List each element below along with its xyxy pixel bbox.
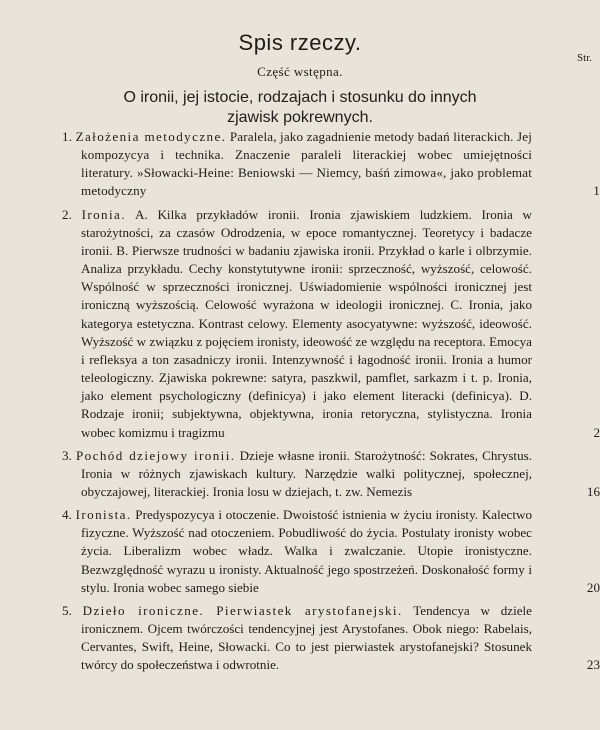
entry-page-number: 16 <box>586 483 600 499</box>
toc-entry-5 <box>62 602 600 675</box>
entry-page-number: 2 <box>593 424 600 440</box>
section-heading-line-2: zjawisk pokrewnych. <box>227 109 373 126</box>
entry-number: 1. <box>62 129 73 144</box>
entry-page-number: 20 <box>586 579 600 595</box>
entry-text: Dzieje własne ironii. Starożytność: Sokrates, Chrystus. Ironia w różnych zjawiskach kultury. Narzędzie walki politycznej, społecznej, obyczajowej, literackiej. Ironia losu w dziejach, t. zw. Nemezis <box>81 447 532 499</box>
toc-entry-2 <box>62 206 600 442</box>
entry-number: 4. <box>62 507 72 523</box>
entry-number: 5. <box>62 602 72 618</box>
entry-page-number: 1 <box>593 183 600 199</box>
entry-text: Paralela, jako zagadnienie metody badań literackich. Jej kompozycya i technika. Znaczenie paraleli literackiej wobec umiejętności literatury. »Słowacki-Heine: Beniowski — Niemcy, baśń zimowa«, jako problemat metodyczny <box>81 129 532 199</box>
section-heading-line-1: O ironii, jej istocie, rodzajach i stosunku do innych <box>123 89 477 106</box>
entry-text: Tendencya w dziele ironicznem. Ojcem twórczości tendencyjnej jest Arystofanes. Obok niego: Rabelais, Cervantes, Swift, Heine, Słowacki. Co to jest pierwiastek arystofanejski? Stosunek twórcy do społeczeństwa i odwrotnie. <box>81 602 532 673</box>
entry-number: 2. <box>62 206 72 222</box>
entry-number: 3. <box>62 447 72 463</box>
page-title: Spis rzeczy. <box>238 30 362 55</box>
entry-lead: Pochód dziejowy ironii. <box>75 447 236 463</box>
page-column-label: Str. <box>577 52 592 64</box>
part-heading: Część wstępna. <box>257 64 343 79</box>
entry-page-number: 23 <box>586 657 600 673</box>
entry-lead: Ironista. <box>75 507 132 523</box>
entry-text: Predyspozycya i otoczenie. Dwoistość istnienia w życiu ironisty. Kalectwo fizyczne. Wyższość nad otoczeniem. Pobudliwość do życia. Postulaty ironisty wobec życia. Liberalizm wobec władz. Walka i zwalczanie. Utopie ironistyczne. Bezwzględność wyrazu u ironisty. Aktualność jego spostrzeżeń. Doskonałość formy i stylu. Ironia wobec samego siebie <box>81 507 532 595</box>
section-heading <box>40 88 560 128</box>
table-of-contents <box>62 128 600 680</box>
entry-lead: Dzieło ironiczne. Pierwiastek arystofanejski. <box>82 602 403 618</box>
toc-entry-4 <box>62 506 600 597</box>
entry-text: A. Kilka przykładów ironii. Ironia zjawiskiem ludzkiem. Ironia w starożytności, za czasów Odrodzenia, w epoce romantycznej. Teoretycy i badacze ironii. B. Pierwsze trudności w badaniu zjawiska ironii. Przykład o karle i olbrzymie. Analiza przykładu. Cechy konstytutywne ironii: sprzeczność, wyższość, celowość. Wspólność w sprzeczności ironicznej. Uświadomienie wspólności ironicznej jest ironiczną wyższością. Celowość wyrażona w ideologii ironicznej. C. Ironia, jako kategorya estetyczna. Kontrast celowy. Elementy asocyatywne: wyższość, ideowość. Wyższość w związku z pojęciem ironisty, ideowość ze względu na receptora. Emocya i refleksya a ton zasadniczy ironii. Intenzywność i łagodność ironii. Ironia a humor teleologiczny. Zjawiska pokrewne: satyra, paszkwil, pamflet, sarkazm i t. p. Ironia, jako element psychologiczny (definicya) i jako element literacki (definicya). D. Rodzaje ironii; subjektywna, objektywna, ironia retoryczna, stylistyczna. Ironia wobec komizmu i tragizmu <box>81 206 532 440</box>
toc-entry-3 <box>62 447 600 501</box>
entry-lead: Założenia metodyczne. <box>75 129 227 144</box>
entry-lead: Ironia. <box>81 206 126 222</box>
toc-entry-1 <box>62 128 600 201</box>
